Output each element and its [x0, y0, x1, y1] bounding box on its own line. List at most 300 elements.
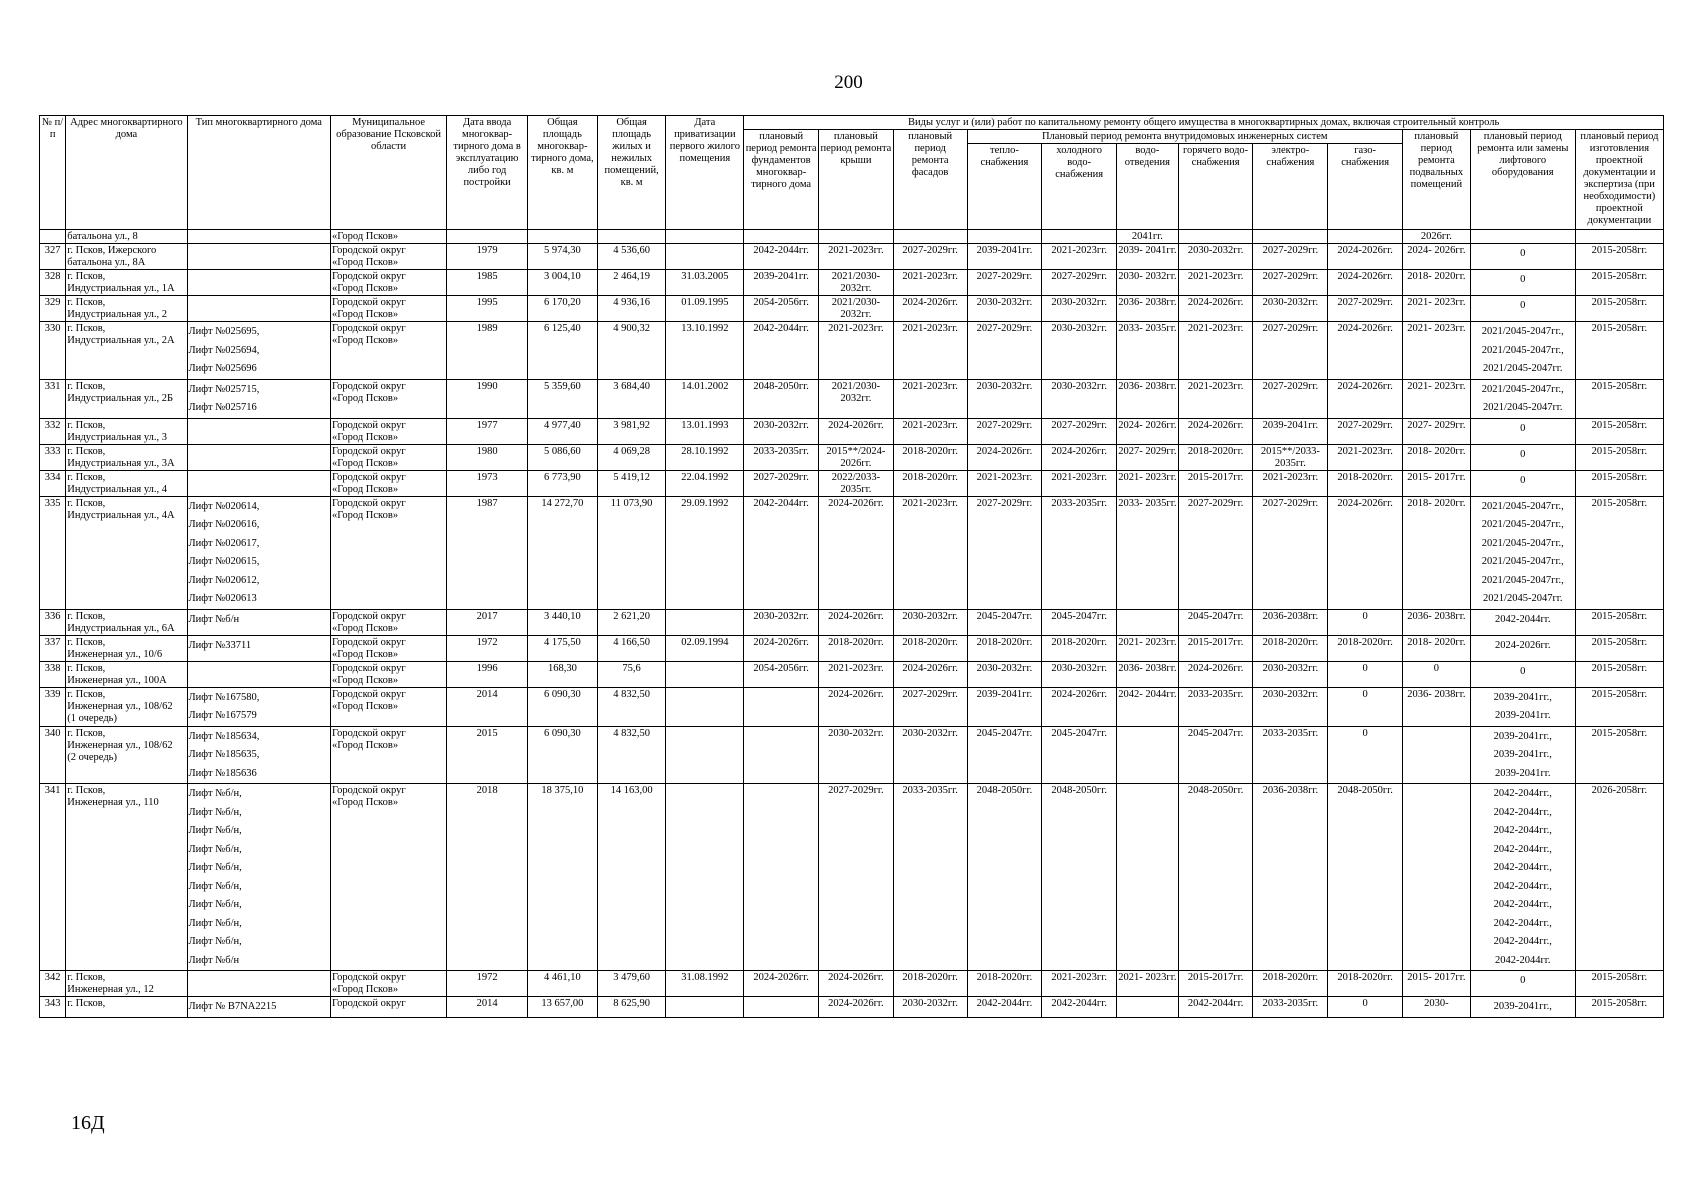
- cell-lift: [1470, 784, 1575, 971]
- cell-gas: [1328, 230, 1403, 244]
- cell-type-line: Лифт №025715,: [188, 383, 260, 395]
- cell-facade: 2024-2026гг.: [893, 296, 967, 322]
- cell-facade: 2030-2032гг.: [893, 997, 967, 1018]
- cell-total-area: 13 657,00: [528, 997, 598, 1018]
- cell-address-line: г. Псков,: [67, 419, 106, 431]
- cell-lift-line: 2039-2041гг.: [1494, 710, 1551, 721]
- cell-roof: 2021/2030- 2032гг.: [819, 270, 894, 296]
- cell-cold-water: 2048-2050гг.: [1042, 784, 1117, 971]
- cell-address-line: г. Псков, Ижерского: [67, 245, 157, 256]
- cell-drainage: 2021- 2023гг.: [1117, 971, 1179, 997]
- cell-docs: 2015-2058гг.: [1575, 997, 1663, 1018]
- cell-address-line: г. Псков,: [67, 323, 106, 334]
- cell-electric: 2039-2041гг.: [1253, 418, 1328, 444]
- page-number: 200: [834, 72, 863, 93]
- cell-gas: 2024-2026гг.: [1328, 496, 1403, 609]
- cell-lift-line: 2042-2044гг.,: [1493, 917, 1552, 929]
- header-no: № п/п: [40, 116, 66, 230]
- header-heat: тепло- снабжения: [967, 144, 1042, 230]
- cell-address: [66, 470, 187, 496]
- cell-cold-water: 2042-2044гг.: [1042, 997, 1117, 1018]
- cell-facade: 2030-2032гг.: [893, 726, 967, 784]
- cell-lift-line: 2042-2044гг.,: [1493, 880, 1552, 892]
- cell-privatization: [666, 609, 744, 635]
- cell-docs: 2015-2058гг.: [1575, 418, 1663, 444]
- cell-type: [187, 418, 330, 444]
- cell-basement: 2021- 2023гг.: [1403, 296, 1471, 322]
- cell-address-line: г. Псков,: [67, 497, 106, 509]
- cell-foundation: 2027-2029гг.: [744, 470, 819, 496]
- cell-date: 2014: [447, 687, 528, 726]
- cell-municipality-line: «Город Псков»: [332, 431, 399, 443]
- cell-electric: 2027-2029гг.: [1253, 496, 1328, 609]
- cell-municipality: [331, 784, 447, 971]
- cell-no: 329: [40, 296, 66, 322]
- cell-cold-water: 2030-2032гг.: [1042, 379, 1117, 418]
- cell-date: 1990: [447, 379, 528, 418]
- cell-living-area: 3 479,60: [597, 971, 666, 997]
- cell-lift-line: 0: [1520, 422, 1526, 434]
- cell-type-line: Лифт №020617,: [188, 537, 260, 549]
- header-address: Адрес многоквартирного дома: [66, 116, 187, 230]
- cell-living-area: 3 981,92: [597, 418, 666, 444]
- cell-electric: 2021-2023гг.: [1253, 470, 1328, 496]
- header-date-commission: Дата ввода многоквар- тирного дома в эксплуатацию либо год постройки: [447, 116, 528, 230]
- cell-facade: 2027-2029гг.: [893, 244, 967, 270]
- cell-lift-line: 2039-2041гг.,: [1493, 1001, 1552, 1012]
- cell-living-area: 14 163,00: [597, 784, 666, 971]
- cell-municipality-line: Городской округ: [332, 610, 406, 622]
- cell-cold-water: 2027-2029гг.: [1042, 270, 1117, 296]
- cell-hot-water: 2015-2017гг.: [1178, 971, 1253, 997]
- cell-type-line: Лифт №б/н,: [188, 788, 242, 799]
- cell-no: 338: [40, 661, 66, 687]
- cell-heat: 2030-2032гг.: [967, 379, 1042, 418]
- table-row: [40, 470, 1664, 496]
- cell-docs: 2015-2058гг.: [1575, 270, 1663, 296]
- cell-lift-line: 2021/2045-2047гг.,: [1481, 519, 1564, 530]
- cell-total-area: 168,30: [528, 661, 598, 687]
- cell-gas: 2048-2050гг.: [1328, 784, 1403, 971]
- cell-hot-water: 2033-2035гг.: [1178, 687, 1253, 726]
- cell-date: 2014: [447, 997, 528, 1018]
- cell-lift-line: 2042-2044гг.: [1494, 613, 1551, 625]
- cell-electric: 2030-2032гг.: [1253, 687, 1328, 726]
- table-row: [40, 270, 1664, 296]
- cell-type: [187, 726, 330, 784]
- cell-address-line: Индустриальная ул., 1А: [67, 283, 175, 294]
- cell-privatization: 13.01.1993: [666, 418, 744, 444]
- cell-roof: 2018-2020гг.: [819, 635, 894, 661]
- cell-lift-line: 2039-2041гг.,: [1493, 749, 1552, 760]
- cell-privatization: [666, 997, 744, 1018]
- cell-heat: 2039-2041гг.: [967, 244, 1042, 270]
- cell-lift: [1470, 635, 1575, 661]
- cell-facade: 2018-2020гг.: [893, 470, 967, 496]
- table-row: [40, 496, 1664, 609]
- cell-foundation: 2048-2050гг.: [744, 379, 819, 418]
- cell-no: 332: [40, 418, 66, 444]
- cell-facade: 2021-2023гг.: [893, 270, 967, 296]
- header-cold-water: холодного водо- снабжения: [1042, 144, 1117, 230]
- cell-municipality: [331, 609, 447, 635]
- cell-date: 1973: [447, 470, 528, 496]
- cell-no: 342: [40, 971, 66, 997]
- cell-hot-water: 2024-2026гг.: [1178, 418, 1253, 444]
- cell-drainage: 2021- 2023гг.: [1117, 470, 1179, 496]
- cell-date: [447, 230, 528, 244]
- cell-basement: 2030-: [1403, 997, 1471, 1018]
- cell-cold-water: 2021-2023гг.: [1042, 971, 1117, 997]
- cell-gas: 2024-2026гг.: [1328, 270, 1403, 296]
- cell-cold-water: 2030-2032гг.: [1042, 296, 1117, 322]
- cell-type: [187, 230, 330, 244]
- cell-living-area: 4 166,50: [597, 635, 666, 661]
- cell-type-line: Лифт №185636: [188, 767, 257, 779]
- cell-lift-line: 2021/2045-2047гг.: [1483, 363, 1563, 374]
- cell-address-line: г. Псков,: [67, 998, 106, 1009]
- cell-address-line: Инженерная ул., 10/6: [67, 648, 163, 660]
- cell-cold-water: 2024-2026гг.: [1042, 687, 1117, 726]
- table-row: [40, 379, 1664, 418]
- header-foundation: плановый период ремонта фундаментов многоквар- тирного дома: [744, 130, 819, 230]
- cell-hot-water: 2024-2026гг.: [1178, 661, 1253, 687]
- cell-address-line: г. Псков,: [67, 662, 106, 674]
- cell-foundation: 2042-2044гг.: [744, 322, 819, 380]
- cell-gas: 2018-2020гг.: [1328, 635, 1403, 661]
- cell-roof: [819, 230, 894, 244]
- cell-municipality-line: «Город Псков»: [332, 483, 399, 495]
- cell-municipality-line: Городской округ: [332, 998, 406, 1009]
- cell-basement: 2036- 2038гг.: [1403, 687, 1471, 726]
- cell-drainage: 2041гг.: [1117, 230, 1179, 244]
- cell-gas: 2024-2026гг.: [1328, 322, 1403, 380]
- table-row: [40, 444, 1664, 470]
- cell-lift: [1470, 496, 1575, 609]
- cell-address-line: г. Псков,: [67, 380, 106, 392]
- cell-foundation: 2024-2026гг.: [744, 635, 819, 661]
- cell-municipality-line: «Город Псков»: [332, 335, 399, 346]
- cell-heat: 2027-2029гг.: [967, 496, 1042, 609]
- cell-address-line: г. Псков,: [67, 271, 106, 282]
- cell-no: 335: [40, 496, 66, 609]
- cell-address: [66, 784, 187, 971]
- cell-lift-line: 2021/2045-2047гг.,: [1481, 500, 1564, 512]
- cell-electric: [1253, 230, 1328, 244]
- cell-type: [187, 322, 330, 380]
- cell-privatization: [666, 230, 744, 244]
- cell-municipality-line: «Город Псков»: [332, 509, 399, 521]
- cell-basement: 2024- 2026гг.: [1403, 244, 1471, 270]
- cell-type-line: Лифт №020612,: [188, 574, 260, 586]
- cell-basement: 2018- 2020гг.: [1403, 496, 1471, 609]
- cell-date: 1979: [447, 244, 528, 270]
- cell-gas: 0: [1328, 687, 1403, 726]
- cell-address-line: г. Псков,: [67, 972, 106, 983]
- cell-lift-line: 2021/2045-2047гг.,: [1481, 574, 1564, 586]
- cell-foundation: 2030-2032гг.: [744, 418, 819, 444]
- cell-facade: 2030-2032гг.: [893, 609, 967, 635]
- cell-lift: [1470, 244, 1575, 270]
- cell-facade: 2018-2020гг.: [893, 971, 967, 997]
- cell-docs: 2015-2058гг.: [1575, 496, 1663, 609]
- cell-drainage: 2030- 2032гг.: [1117, 270, 1179, 296]
- cell-electric: 2036-2038гг.: [1253, 784, 1328, 971]
- cell-address: [66, 635, 187, 661]
- cell-lift-line: 2021/2045-2047гг.,: [1481, 383, 1564, 395]
- cell-lift: [1470, 971, 1575, 997]
- cell-total-area: 6 090,30: [528, 687, 598, 726]
- cell-municipality-line: Городской округ: [332, 662, 406, 674]
- cell-total-area: 5 974,30: [528, 244, 598, 270]
- cell-municipality: [331, 444, 447, 470]
- cell-type-line: Лифт № B7NA2215: [188, 1001, 277, 1012]
- header-systems-group: Плановый период ремонта внутридомовых инженерных систем: [967, 130, 1402, 144]
- cell-no: 343: [40, 997, 66, 1018]
- cell-lift: [1470, 687, 1575, 726]
- cell-lift-line: 0: [1520, 665, 1526, 677]
- cell-municipality-line: «Город Псков»: [332, 797, 399, 808]
- cell-facade: 2027-2029гг.: [893, 687, 967, 726]
- cell-type: [187, 244, 330, 270]
- cell-drainage: 2021- 2023гг.: [1117, 635, 1179, 661]
- table-row: [40, 971, 1664, 997]
- cell-type-line: Лифт №б/н: [188, 954, 240, 966]
- table-row: [40, 244, 1664, 270]
- cell-type-line: Лифт №025695,: [188, 326, 260, 337]
- cell-lift-line: 2039-2041гг.,: [1493, 730, 1552, 742]
- cell-living-area: 3 684,40: [597, 379, 666, 418]
- cell-privatization: [666, 244, 744, 270]
- cell-date: 1996: [447, 661, 528, 687]
- cell-gas: 2027-2029гг.: [1328, 418, 1403, 444]
- cell-lift-line: 2042-2044гг.,: [1493, 806, 1552, 818]
- cell-docs: 2015-2058гг.: [1575, 244, 1663, 270]
- cell-living-area: 11 073,90: [597, 496, 666, 609]
- cell-hot-water: 2045-2047гг.: [1178, 726, 1253, 784]
- header-works-group: Виды услуг и (или) работ по капитальному ремонту общего имущества в многоквартирных домах, включая строительный контроль: [744, 116, 1664, 130]
- table-row: [40, 726, 1664, 784]
- cell-municipality-line: «Город Псков»: [332, 622, 399, 634]
- cell-address: [66, 418, 187, 444]
- cell-living-area: 2 464,19: [597, 270, 666, 296]
- cell-drainage: 2033- 2035гг.: [1117, 496, 1179, 609]
- cell-foundation: [744, 726, 819, 784]
- cell-type: [187, 470, 330, 496]
- cell-cold-water: 2021-2023гг.: [1042, 244, 1117, 270]
- cell-hot-water: 2027-2029гг.: [1178, 496, 1253, 609]
- cell-municipality-line: Городской округ: [332, 497, 406, 509]
- cell-type-line: Лифт №б/н,: [188, 825, 242, 836]
- cell-address-line: г. Псков,: [67, 610, 106, 622]
- cell-municipality-line: Городской округ: [332, 245, 406, 256]
- cell-address-line: Индустриальная ул., 4: [67, 483, 167, 495]
- cell-docs: 2015-2058гг.: [1575, 379, 1663, 418]
- cell-no: 337: [40, 635, 66, 661]
- cell-address: [66, 971, 187, 997]
- cell-lift: [1470, 609, 1575, 635]
- header-roof: плановый период ремонта крыши: [819, 130, 894, 230]
- cell-lift-line: 2021/2045-2047гг.: [1483, 593, 1563, 604]
- cell-basement: 0: [1403, 661, 1471, 687]
- cell-electric: 2030-2032гг.: [1253, 661, 1328, 687]
- cell-docs: 2015-2058гг.: [1575, 635, 1663, 661]
- cell-heat: 2021-2023гг.: [967, 470, 1042, 496]
- cell-lift-line: 2021/2045-2047гг.,: [1481, 326, 1564, 337]
- cell-living-area: 4 069,28: [597, 444, 666, 470]
- table-row: [40, 230, 1664, 244]
- cell-drainage: 2036- 2038гг.: [1117, 661, 1179, 687]
- cell-date: 1987: [447, 496, 528, 609]
- cell-foundation: 2054-2056гг.: [744, 296, 819, 322]
- cell-municipality: [331, 496, 447, 609]
- cell-date: 1972: [447, 635, 528, 661]
- header-municipality: Муниципальное образование Псковской области: [331, 116, 447, 230]
- cell-docs: [1575, 230, 1663, 244]
- cell-municipality-line: Городской округ: [332, 471, 406, 483]
- cell-lift-line: 2024-2026гг.: [1494, 639, 1551, 651]
- cell-cold-water: [1042, 230, 1117, 244]
- cell-foundation: 2024-2026гг.: [744, 971, 819, 997]
- cell-municipality: [331, 418, 447, 444]
- cell-lift: [1470, 997, 1575, 1018]
- cell-heat: 2042-2044гг.: [967, 997, 1042, 1018]
- cell-date: 1985: [447, 270, 528, 296]
- cell-privatization: 22.04.1992: [666, 470, 744, 496]
- cell-hot-water: [1178, 230, 1253, 244]
- cell-basement: 2018- 2020гг.: [1403, 444, 1471, 470]
- cell-municipality-line: Городской округ: [332, 323, 406, 334]
- cell-type: [187, 784, 330, 971]
- cell-electric: 2018-2020гг.: [1253, 971, 1328, 997]
- cell-municipality-line: «Город Псков»: [332, 283, 399, 294]
- cell-drainage: 2042- 2044гг.: [1117, 687, 1179, 726]
- cell-drainage: 2024- 2026гг.: [1117, 418, 1179, 444]
- cell-basement: 2036- 2038гг.: [1403, 609, 1471, 635]
- cell-privatization: 28.10.1992: [666, 444, 744, 470]
- cell-no: 334: [40, 470, 66, 496]
- cell-address: [66, 444, 187, 470]
- cell-foundation: [744, 687, 819, 726]
- cell-foundation: [744, 997, 819, 1018]
- cell-type-line: Лифт №33711: [188, 639, 252, 651]
- cell-docs: 2015-2058гг.: [1575, 971, 1663, 997]
- cell-heat: 2027-2029гг.: [967, 418, 1042, 444]
- cell-docs: 2015-2058гг.: [1575, 470, 1663, 496]
- cell-roof: 2022/2033- 2035гг.: [819, 470, 894, 496]
- cell-type: [187, 997, 330, 1018]
- cell-heat: 2030-2032гг.: [967, 661, 1042, 687]
- footer-code: 16Д: [71, 1112, 105, 1134]
- cell-heat: 2027-2029гг.: [967, 322, 1042, 380]
- cell-municipality-line: «Город Псков»: [332, 457, 399, 469]
- cell-cold-water: 2045-2047гг.: [1042, 609, 1117, 635]
- cell-hot-water: 2015-2017гг.: [1178, 470, 1253, 496]
- cell-type: [187, 609, 330, 635]
- cell-lift: [1470, 322, 1575, 380]
- cell-foundation: 2054-2056гг.: [744, 661, 819, 687]
- cell-total-area: 6 125,40: [528, 322, 598, 380]
- cell-foundation: [744, 230, 819, 244]
- cell-type: [187, 971, 330, 997]
- cell-heat: 2027-2029гг.: [967, 270, 1042, 296]
- cell-basement: 2018- 2020гг.: [1403, 270, 1471, 296]
- cell-basement: 2027- 2029гг.: [1403, 418, 1471, 444]
- cell-gas: 0: [1328, 997, 1403, 1018]
- cell-privatization: 31.03.2005: [666, 270, 744, 296]
- cell-address: [66, 726, 187, 784]
- cell-foundation: 2033-2035гг.: [744, 444, 819, 470]
- cell-lift-line: 0: [1520, 448, 1526, 460]
- cell-municipality-line: Городской округ: [332, 972, 406, 983]
- cell-lift: [1470, 270, 1575, 296]
- cell-total-area: 6 170,20: [528, 296, 598, 322]
- cell-foundation: 2039-2041гг.: [744, 270, 819, 296]
- cell-heat: 2048-2050гг.: [967, 784, 1042, 971]
- cell-type-line: Лифт №167579: [188, 710, 257, 721]
- cell-docs: 2015-2058гг.: [1575, 296, 1663, 322]
- cell-type: [187, 270, 330, 296]
- cell-municipality: [331, 244, 447, 270]
- cell-address-line: (1 очередь): [67, 712, 117, 724]
- cell-electric: 2018-2020гг.: [1253, 635, 1328, 661]
- cell-roof: 2024-2026гг.: [819, 997, 894, 1018]
- cell-address-line: г. Псков,: [67, 636, 106, 648]
- cell-type-line: Лифт №б/н: [188, 613, 240, 625]
- cell-type: [187, 687, 330, 726]
- cell-type-line: Лифт №б/н,: [188, 917, 242, 929]
- cell-facade: 2021-2023гг.: [893, 322, 967, 380]
- cell-cold-water: 2024-2026гг.: [1042, 444, 1117, 470]
- cell-roof: 2021-2023гг.: [819, 322, 894, 380]
- cell-address-line: батальона ул., 8: [67, 231, 138, 242]
- table-row: [40, 997, 1664, 1018]
- header-total-area: Общая площадь многоквар- тирного дома, кв. м: [528, 116, 598, 230]
- cell-no: [40, 230, 66, 244]
- cell-lift-line: 2042-2044гг.,: [1493, 788, 1552, 799]
- cell-docs: 2015-2058гг.: [1575, 609, 1663, 635]
- cell-type: [187, 661, 330, 687]
- cell-date: 1980: [447, 444, 528, 470]
- cell-facade: 2021-2023гг.: [893, 496, 967, 609]
- cell-lift: [1470, 230, 1575, 244]
- cell-date: 2015: [447, 726, 528, 784]
- cell-municipality: [331, 661, 447, 687]
- cell-facade: 2021-2023гг.: [893, 379, 967, 418]
- cell-address: [66, 661, 187, 687]
- cell-foundation: 2042-2044гг.: [744, 496, 819, 609]
- cell-address-line: г. Псков,: [67, 471, 106, 483]
- cell-drainage: [1117, 609, 1179, 635]
- cell-address-line: г. Псков,: [67, 445, 106, 457]
- cell-address-line: Индустриальная ул., 4А: [67, 509, 175, 521]
- cell-type: [187, 379, 330, 418]
- cell-municipality-line: Городской округ: [332, 271, 406, 282]
- cell-address: [66, 609, 187, 635]
- cell-municipality-line: Городской округ: [332, 445, 406, 457]
- cell-lift-line: 2039-2041гг.,: [1493, 691, 1552, 703]
- cell-address-line: (2 очередь): [67, 751, 117, 763]
- cell-basement: 2026гг.: [1403, 230, 1471, 244]
- cell-hot-water: 2018-2020гг.: [1178, 444, 1253, 470]
- cell-electric: 2033-2035гг.: [1253, 726, 1328, 784]
- cell-municipality-line: Городской округ: [332, 688, 406, 700]
- cell-total-area: 5 086,60: [528, 444, 598, 470]
- cell-type-line: Лифт №025716: [188, 402, 257, 413]
- cell-address-line: Инженерная ул., 108/62: [67, 739, 173, 751]
- cell-hot-water: 2021-2023гг.: [1178, 270, 1253, 296]
- cell-address: [66, 687, 187, 726]
